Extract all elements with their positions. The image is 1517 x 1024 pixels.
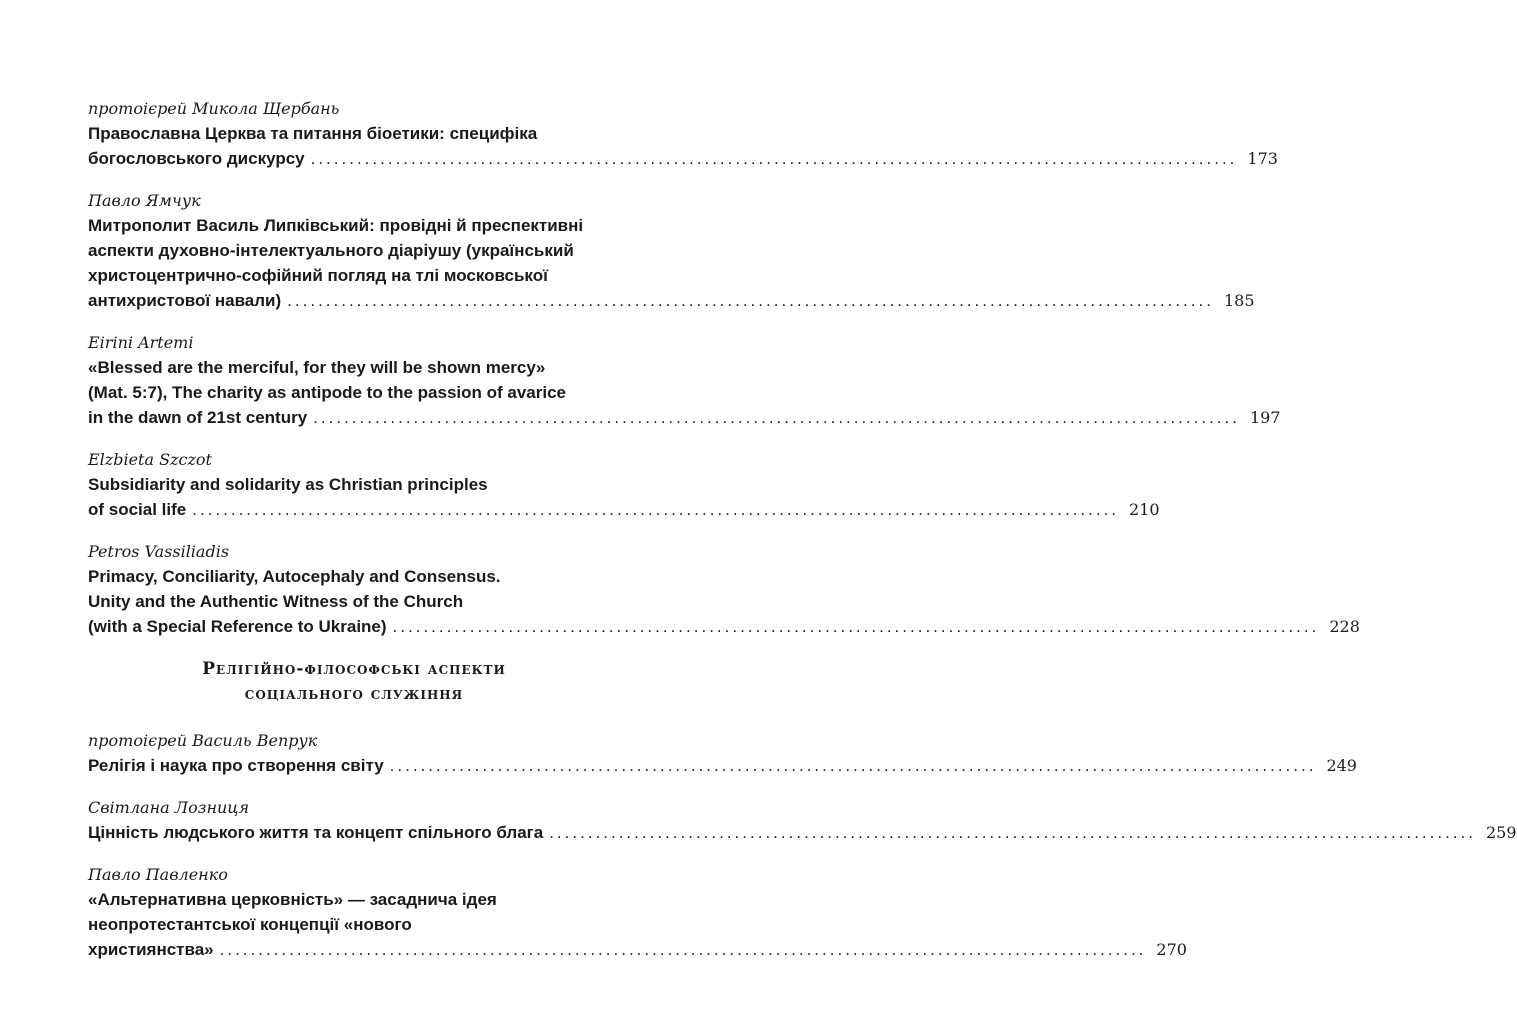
toc-entry[interactable] <box>88 448 1160 522</box>
entry-title-end: Цінність людського життя та концепт спільного блага <box>88 823 544 842</box>
entry-title-end: богословського дискурсу <box>88 149 305 168</box>
entry-title-end: Релігія і наука про створення світу <box>88 756 384 775</box>
entry-author: Світлана Лозниця <box>88 798 250 817</box>
entry-title-last-line <box>88 753 1357 778</box>
entry-title-line: Православна Церква та питання біоетики: специфіка <box>88 124 538 143</box>
page-number: 228 <box>1329 617 1360 636</box>
entry-title-end: (with a Special Reference to Ukraine) <box>88 617 387 636</box>
toc-part-2 <box>88 729 1517 962</box>
toc-part-1 <box>88 97 1360 639</box>
entry-title-line: Unity and the Authentic Witness of the Church <box>88 592 464 611</box>
section-heading <box>88 657 620 707</box>
entry-title-line: христоцентрично-софійний погляд на тлі московської <box>88 266 548 285</box>
entry-title-line: (Mat. 5:7), The charity as antipode to the passion of avarice <box>88 383 567 402</box>
entry-author: Eirini Artemi <box>88 333 194 352</box>
toc-entry[interactable] <box>88 97 1278 171</box>
page-number: 197 <box>1249 408 1281 427</box>
toc-entry[interactable] <box>88 863 1187 962</box>
page-number: 185 <box>1223 291 1255 310</box>
dot-leader: ........................................................................................................................ <box>219 940 1147 959</box>
dot-leader: ........................................................................................................................ <box>392 617 1320 636</box>
entry-author: Elzbieta Szczot <box>88 450 212 469</box>
entry-title-last-line <box>88 937 1187 962</box>
dot-leader: ........................................................................................................................ <box>192 500 1120 519</box>
toc-entry[interactable] <box>88 729 1357 778</box>
entry-title-last-line <box>88 820 1517 845</box>
entry-title-line: аспекти духовно-інтелектуального діаріушу (український <box>88 241 574 260</box>
entry-title-line: Митрополит Василь Липківський: провідні й преспективні <box>88 216 584 235</box>
entry-title-last-line <box>88 288 1255 313</box>
dot-leader: ........................................................................................................................ <box>549 823 1476 842</box>
entry-author: протоієрей Микола Щербань <box>88 99 340 118</box>
entry-title-line: «Альтернативна церковність» — засаднича ідея <box>88 890 497 909</box>
toc-entry[interactable] <box>88 796 1517 845</box>
page-number: 210 <box>1129 500 1160 519</box>
entry-title-end: in the dawn of 21st century <box>88 408 308 427</box>
dot-leader: ........................................................................................................................ <box>389 756 1317 775</box>
entry-title-last-line <box>88 497 1160 522</box>
dot-leader: ........................................................................................................................ <box>310 149 1238 168</box>
page-number: 259 <box>1485 823 1517 842</box>
entry-title-last-line <box>88 614 1360 639</box>
entry-title-end: християнства» <box>88 940 214 959</box>
section-heading-line-2: соціального служіння <box>244 684 464 704</box>
page-number: 249 <box>1326 756 1357 775</box>
entry-author: Павло Павленко <box>88 865 228 884</box>
entry-title-line: неопротестантської концепції «нового <box>88 915 412 934</box>
entry-title-line: Primacy, Conciliarity, Autocephaly and Consensus. <box>88 567 501 586</box>
table-of-contents <box>88 97 1517 980</box>
dot-leader: ........................................................................................................................ <box>287 291 1214 310</box>
page-number: 173 <box>1247 149 1278 168</box>
entry-author: Павло Ямчук <box>88 191 201 210</box>
entry-title-line: «Blessed are the merciful, for they will be shown mercy» <box>88 358 546 377</box>
toc-entry[interactable] <box>88 189 1255 313</box>
section-heading-line-1: Релігійно-філософські аспекти <box>202 659 506 679</box>
toc-entry[interactable] <box>88 540 1360 639</box>
entry-author: протоієрей Василь Вепрук <box>88 731 318 750</box>
entry-title-last-line <box>88 146 1278 171</box>
toc-entry[interactable] <box>88 331 1281 430</box>
dot-leader: ........................................................................................................................ <box>313 408 1240 427</box>
entry-title-line: Subsidiarity and solidarity as Christian principles <box>88 475 488 494</box>
page-number: 270 <box>1156 940 1187 959</box>
entry-title-end: of social life <box>88 500 187 519</box>
entry-title-end: антихристової навали) <box>88 291 282 310</box>
entry-title-last-line <box>88 405 1281 430</box>
entry-author: Petros Vassiliadis <box>88 542 230 561</box>
